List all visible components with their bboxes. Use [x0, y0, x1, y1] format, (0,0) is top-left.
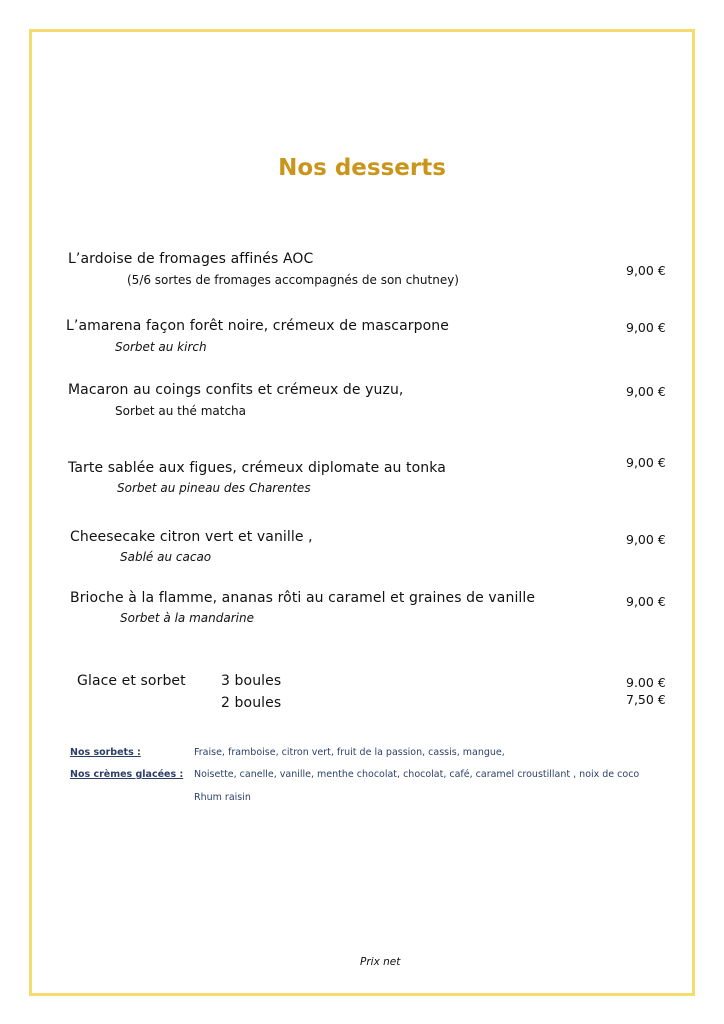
dessert-price: 9,00 €: [626, 594, 666, 609]
glace-option: 2 boules: [221, 695, 282, 711]
dessert-name: Macaron au coings confits et crémeux de yuzu,: [68, 382, 404, 398]
dessert-detail: (5/6 sortes de fromages accompagnés de son chutney): [127, 273, 459, 287]
prix-net-note: Prix net: [360, 956, 401, 968]
dessert-name: L’amarena façon forêt noire, crémeux de mascarpone: [66, 318, 449, 334]
dessert-detail: Sorbet à la mandarine: [120, 611, 254, 625]
glace-option: 3 boules: [221, 673, 282, 689]
cremes-list: Noisette, canelle, vanille, menthe chocolat, chocolat, café, caramel croustillant , noix de coco: [194, 769, 640, 780]
cremes-label: Nos crèmes glacées :: [70, 769, 184, 780]
dessert-price: 9,00 €: [626, 320, 666, 335]
dessert-price: 9,00 €: [626, 384, 666, 399]
dessert-price: 9,00 €: [626, 455, 666, 470]
dessert-detail: Sorbet au kirch: [115, 340, 207, 354]
glace-name: Glace et sorbet: [77, 673, 186, 689]
dessert-name: Cheesecake citron vert et vanille ,: [70, 529, 313, 545]
cremes-list-continued: Rhum raisin: [194, 792, 251, 803]
dessert-name: Brioche à la flamme, ananas rôti au caramel et graines de vanille: [70, 590, 536, 606]
dessert-price: 9,00 €: [626, 263, 666, 278]
glace-price: 9.00 €: [626, 675, 666, 690]
dessert-price: 9,00 €: [626, 532, 666, 547]
dessert-detail: Sorbet au pineau des Charentes: [117, 481, 311, 495]
dessert-detail: Sorbet au thé matcha: [115, 404, 246, 418]
dessert-name: L’ardoise de fromages affinés AOC: [68, 251, 314, 267]
dessert-detail: Sablé au cacao: [120, 550, 212, 564]
sorbets-label: Nos sorbets :: [70, 747, 141, 758]
page-title: Nos desserts: [278, 155, 446, 181]
dessert-name: Tarte sablée aux figues, crémeux diplomate au tonka: [68, 460, 446, 476]
glace-price: 7,50 €: [626, 692, 666, 707]
sorbets-list: Fraise, framboise, citron vert, fruit de la passion, cassis, mangue,: [194, 747, 505, 758]
